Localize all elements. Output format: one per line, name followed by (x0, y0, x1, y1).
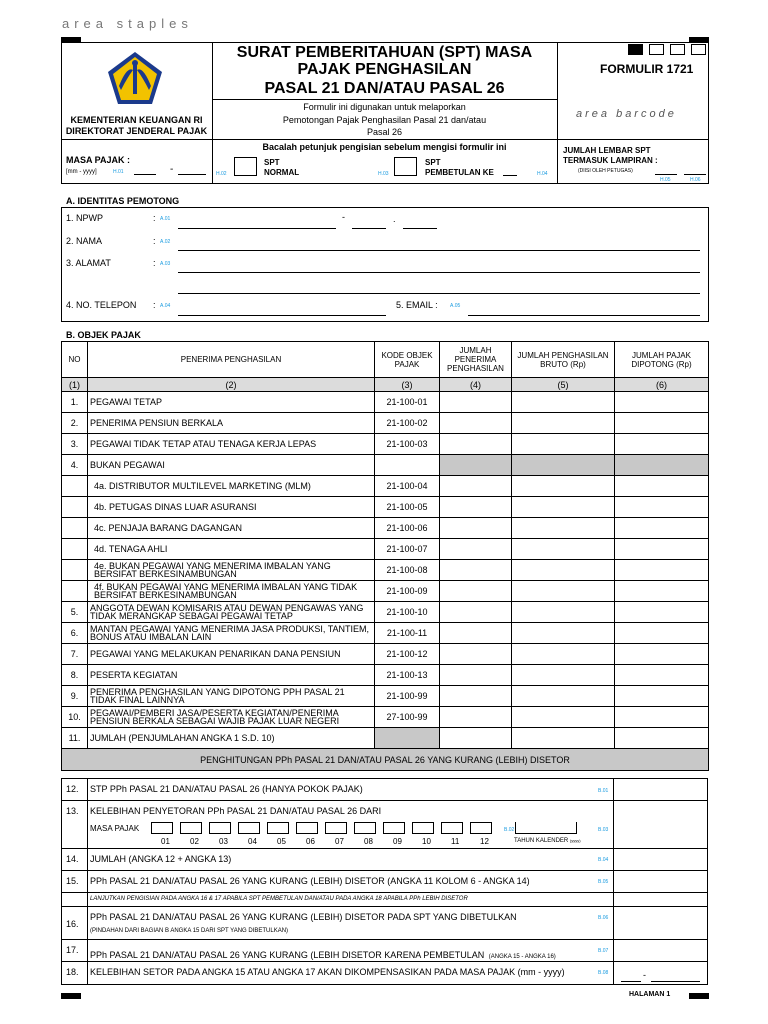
month-number: 05 (277, 837, 286, 846)
nama-label: 2. NAMA (66, 236, 103, 246)
divider (557, 42, 558, 139)
form-title: PASAL 21 DAN/ATAU PASAL 26 (264, 80, 505, 97)
separator: - (643, 970, 646, 980)
divider (212, 139, 213, 184)
code-a04: A.04 (160, 303, 171, 309)
row-label: PEGAWAI TIDAK TETAP ATAU TENAGA KERJA LEPAS (88, 434, 375, 455)
row-label: KELEBIHAN PENYETORAN PPh PASAL 21 DAN/ATAU PASAL 26 DARI (90, 806, 382, 816)
colon: : (153, 213, 156, 223)
form-description: Formulir ini digunakan untuk melaporkan (303, 102, 466, 112)
row-kode: 21-100-13 (375, 665, 440, 686)
row-no: 4. (62, 455, 88, 476)
cell-input[interactable] (615, 560, 709, 581)
table-row (62, 665, 709, 686)
cell-input[interactable] (615, 518, 709, 539)
cell-input[interactable] (512, 434, 615, 455)
table-row (62, 476, 709, 497)
table-row (62, 560, 709, 581)
table-row (62, 539, 709, 560)
row-kode: 27-100-99 (375, 707, 440, 728)
cell-input[interactable] (440, 413, 512, 434)
month-number: 04 (248, 837, 257, 846)
ministry-name: KEMENTERIAN KEUANGAN RI (70, 115, 203, 125)
code-h04: H.04 (537, 171, 548, 177)
cell-input[interactable] (512, 602, 615, 623)
month-box[interactable] (296, 822, 318, 834)
pembetulan-ke-input[interactable] (503, 168, 517, 176)
corner-marker (689, 993, 709, 999)
cell-input[interactable] (512, 560, 615, 581)
npwp-input-2[interactable] (352, 218, 386, 229)
form-title: PAJAK PENGHASILAN (297, 61, 472, 78)
cell-input[interactable] (512, 413, 615, 434)
cell-input[interactable] (440, 581, 512, 602)
npwp-label: 1. NPWP (66, 213, 104, 223)
cell-input[interactable] (615, 728, 709, 749)
header-penerima: PENERIMA PENGHASILAN (88, 342, 375, 378)
divider (61, 906, 708, 907)
calc-header-label: PENGHITUNGAN PPh PASAL 21 DAN/ATAU PASAL 26 YANG KURANG (LEBIH) DISETOR (62, 749, 709, 771)
month-number: 06 (306, 837, 315, 846)
table-row (62, 644, 709, 665)
divider (61, 939, 708, 940)
row-label: MANTAN PEGAWAI YANG MENERIMA JASA PRODUKSI, TANTIEM, BONUS ATAU IMBALAN LAIN (88, 623, 375, 644)
row-label: 4e. BUKAN PEGAWAI YANG MENERIMA IMBALAN YANG BERSIFAT BERKESINAMBUNGAN (88, 560, 375, 581)
cell-input[interactable] (512, 518, 615, 539)
form-description: Pemotongan Pajak Penghasilan Pasal 21 dan/atau (282, 115, 487, 125)
row-label-wrap (90, 945, 556, 963)
cell-input[interactable] (615, 413, 709, 434)
month-box[interactable] (354, 822, 376, 834)
code-a05: A.05 (450, 303, 461, 309)
cell-input[interactable] (512, 728, 615, 749)
marker-box-filled (628, 44, 643, 55)
directorate-name: DIREKTORAT JENDERAL PAJAK (65, 126, 208, 136)
cell-input[interactable] (440, 707, 512, 728)
cell-input[interactable] (440, 539, 512, 560)
cell-input[interactable] (440, 665, 512, 686)
separator: - (342, 212, 345, 222)
row-kode: 21-100-04 (375, 476, 440, 497)
month-box[interactable] (151, 822, 173, 834)
code-a01: A.01 (160, 216, 171, 222)
telepon-input[interactable] (178, 305, 386, 316)
alamat-label: 3. ALAMAT (66, 258, 111, 268)
month-number: 03 (219, 837, 228, 846)
divider (61, 870, 708, 871)
month-box[interactable] (180, 822, 202, 834)
row-kode: 21-100-08 (375, 560, 440, 581)
diisi-petugas-note: (DIISI OLEH PETUGAS) (578, 168, 633, 174)
note-text: LANJUTKAN PENGISIAN PADA ANGKA 16 & 17 APABILA SPT PEMBETULAN DAN/ATAU PADA ANGKA 18 APABILA PPh LEBIH DISETOR (90, 896, 468, 902)
row-sublabel: (PINDAHAN DARI BAGIAN B ANGKA 15 DARI SPT YANG DIBETULKAN) (90, 928, 289, 934)
cell-input[interactable] (512, 665, 615, 686)
row-label: PPh PASAL 21 DAN/ATAU PASAL 26 YANG KURANG (LEBIH) DISETOR PADA SPT YANG DIBETULKAN (90, 912, 517, 922)
cell-input[interactable] (615, 623, 709, 644)
month-number: 10 (422, 837, 431, 846)
row-no: 11. (62, 728, 88, 749)
month-box[interactable] (412, 822, 434, 834)
table-row (62, 581, 709, 602)
cell-input[interactable] (440, 434, 512, 455)
masa-pajak-year-input[interactable] (178, 166, 206, 175)
row-kode: 21-100-09 (375, 581, 440, 602)
cell-input[interactable] (440, 518, 512, 539)
cell-input[interactable] (615, 539, 709, 560)
area-barcode-label: area barcode (576, 108, 677, 120)
cell-input[interactable] (615, 686, 709, 707)
table-row (62, 623, 709, 644)
row-label: 4f. BUKAN PEGAWAI YANG MENERIMA IMBALAN YANG TIDAK BERSIFAT BERKESINAMBUNGAN (88, 581, 375, 602)
row-kode: 21-100-01 (375, 392, 440, 413)
code-b03: B.03 (598, 827, 609, 833)
cell-input[interactable] (440, 686, 512, 707)
cell-input[interactable] (615, 665, 709, 686)
row-label: JUMLAH (PENJUMLAHAN ANGKA 1 S.D. 10) (88, 728, 375, 749)
tahun-kalender-label (514, 838, 581, 844)
row-kode: 21-100-12 (375, 644, 440, 665)
ministry-logo (105, 50, 165, 106)
code-h05: H.05 (660, 177, 671, 183)
row-label: ANGGOTA DEWAN KOMISARIS ATAU DEWAN PENGAWAS YANG TIDAK MERANGKAP SEBAGAI PEGAWAI TETAP (88, 602, 375, 623)
npwp-input-3[interactable] (403, 218, 437, 229)
month-number: 08 (364, 837, 373, 846)
pembetulan-label: PEMBETULAN KE (425, 168, 494, 177)
cell-input[interactable] (440, 728, 512, 749)
cell-input[interactable] (440, 476, 512, 497)
month-box[interactable] (441, 822, 463, 834)
col-index: (4) (440, 378, 512, 392)
tahun-kalender-text: TAHUN KALENDER (514, 838, 569, 844)
row-label: 4d. TENAGA AHLI (88, 539, 375, 560)
section-b-title: B. OBJEK PAJAK (66, 330, 141, 340)
page-number: HALAMAN 1 (629, 991, 671, 998)
row-no: 9. (62, 686, 88, 707)
tahun-kalender-format: (yyyy) (569, 838, 581, 843)
table-row (62, 707, 709, 728)
col-index: (6) (615, 378, 709, 392)
row-no: 2. (62, 413, 88, 434)
row-label: 4b. PETUGAS DINAS LUAR ASURANSI (88, 497, 375, 518)
table-row (62, 392, 709, 413)
row-no: 17. (66, 945, 79, 955)
nama-input[interactable] (178, 240, 700, 251)
code-b06: B.06 (598, 915, 609, 921)
cell-input[interactable] (512, 623, 615, 644)
cell-input[interactable] (512, 476, 615, 497)
row-kode: 21-100-07 (375, 539, 440, 560)
cell-input[interactable] (440, 602, 512, 623)
row-no: 14. (66, 854, 79, 864)
row-no: 16. (66, 919, 79, 929)
month-box[interactable] (383, 822, 405, 834)
calc-section-header (62, 749, 709, 771)
alamat-input[interactable] (178, 262, 700, 273)
kompensasi-year-input[interactable] (651, 975, 700, 982)
col-index: (2) (88, 378, 375, 392)
column-index-row (62, 378, 709, 392)
instruction-text: Bacalah petunjuk pengisian sebelum mengisi formulir ini (262, 142, 507, 152)
masa-pajak-label: MASA PAJAK : (66, 155, 131, 165)
table-row (62, 413, 709, 434)
cell-input[interactable] (615, 581, 709, 602)
code-a02: A.02 (160, 239, 171, 245)
row-no: 1. (62, 392, 88, 413)
table-row (62, 434, 709, 455)
row-kode: 21-100-05 (375, 497, 440, 518)
month-number: 11 (451, 837, 460, 846)
area-staples-label: area staples (62, 16, 193, 31)
separator: - (170, 164, 174, 175)
code-a03: A.03 (160, 261, 171, 267)
cell-input[interactable] (615, 602, 709, 623)
form-description: Pasal 26 (366, 127, 403, 137)
form-number: FORMULIR 1721 (600, 62, 694, 76)
table-row (62, 518, 709, 539)
row-no: 12. (66, 784, 79, 794)
section-a-title: A. IDENTITAS PEMOTONG (66, 196, 180, 206)
jumlah-lembar-label: TERMASUK LAMPIRAN : (563, 156, 658, 165)
month-number: 01 (161, 837, 170, 846)
header-bruto: JUMLAH PENGHASILAN BRUTO (Rp) (512, 342, 615, 378)
row-kode: 21-100-03 (375, 434, 440, 455)
month-box[interactable] (325, 822, 347, 834)
row-label: PPh PASAL 21 DAN/ATAU PASAL 26 YANG KURANG (LEBIH) DISETOR (ANGKA 11 KOLOM 6 - ANGKA 14) (90, 876, 530, 886)
month-number: 12 (480, 837, 489, 846)
row-sublabel: (ANGKA 15 - ANGKA 16) (488, 954, 556, 960)
table-row (62, 497, 709, 518)
row-label: PEGAWAI/PEMBERI JASA/PESERTA KEGIATAN/PENERIMA PENSIUN BERKALA SEBAGAI WAJIB PAJAK LUAR NEGERI (88, 707, 375, 728)
code-b05: B.05 (598, 879, 609, 885)
cell-input[interactable] (440, 644, 512, 665)
month-number: 09 (393, 837, 402, 846)
code-b01: B.01 (598, 788, 609, 794)
header-no: NO (62, 342, 88, 378)
header-kode: KODE OBJEK PAJAK (375, 342, 440, 378)
separator: . (393, 214, 396, 224)
row-label: BUKAN PEGAWAI (88, 455, 375, 476)
npwp-input-1[interactable] (178, 218, 336, 229)
month-boxes (151, 822, 501, 848)
cell-input[interactable] (615, 497, 709, 518)
cell-input[interactable] (440, 497, 512, 518)
jumlah-lembar-input[interactable] (655, 168, 677, 175)
marker-box (649, 44, 664, 55)
row-no: 7. (62, 644, 88, 665)
colon: : (153, 300, 156, 310)
telepon-label: 4. NO. TELEPON (66, 300, 137, 310)
marker-box (670, 44, 685, 55)
email-label: 5. EMAIL : (396, 300, 438, 310)
objek-pajak-table (61, 341, 709, 771)
month-box[interactable] (209, 822, 231, 834)
row-label: PPh PASAL 21 DAN/ATAU PASAL 26 YANG KURANG (LEBIH DISETOR KARENA PEMBETULAN (90, 950, 485, 960)
cell-input[interactable] (440, 623, 512, 644)
row-no: 18. (66, 967, 79, 977)
month-number: 07 (335, 837, 344, 846)
masa-pajak-month-input[interactable] (134, 166, 156, 175)
divider (61, 848, 708, 849)
row-no: 15. (66, 876, 79, 886)
jumlah-lembar-label: JUMLAH LEMBAR SPT (563, 146, 651, 155)
col-index: (1) (62, 378, 88, 392)
colon: : (153, 258, 156, 268)
cell-input[interactable] (512, 392, 615, 413)
row-label: PENERIMA PENGHASILAN YANG DIPOTONG PPH PASAL 21 TIDAK FINAL LAINNYA (88, 686, 375, 707)
row-kode: 21-100-02 (375, 413, 440, 434)
divider (557, 139, 558, 184)
spt-normal-checkbox[interactable] (234, 157, 257, 176)
jumlah-lembar-input[interactable] (684, 168, 706, 175)
colon: : (153, 236, 156, 246)
cell-input[interactable] (615, 476, 709, 497)
cell-input[interactable] (512, 644, 615, 665)
month-box[interactable] (267, 822, 289, 834)
cell-input[interactable] (512, 539, 615, 560)
header-jumlah-penerima: JUMLAH PENERIMA PENGHASILAN (440, 342, 512, 378)
row-label: 4a. DISTRIBUTOR MULTILEVEL MARKETING (MLM) (88, 476, 375, 497)
table-header-row (62, 342, 709, 378)
table-row (62, 602, 709, 623)
masa-pajak-format: [mm - yyyy] (66, 169, 97, 175)
row-no: 5. (62, 602, 88, 623)
cell-input[interactable] (615, 644, 709, 665)
masa-pajak-label: MASA PAJAK (90, 824, 140, 833)
cell-input[interactable] (615, 707, 709, 728)
email-input[interactable] (468, 305, 700, 316)
divider (212, 99, 557, 100)
header-pajak: JUMLAH PAJAK DIPOTONG (Rp) (615, 342, 709, 378)
row-no: 3. (62, 434, 88, 455)
month-box[interactable] (238, 822, 260, 834)
cell-disabled (512, 455, 615, 476)
divider (613, 778, 614, 985)
spt-label: SPT (425, 158, 441, 167)
month-box[interactable] (470, 822, 492, 834)
table-row-total (62, 728, 709, 749)
row-label: JUMLAH (ANGKA 12 + ANGKA 13) (90, 854, 232, 864)
row-no: 10. (62, 707, 88, 728)
cell-input[interactable] (512, 497, 615, 518)
row-label: KELEBIHAN SETOR PADA ANGKA 15 ATAU ANGKA 17 AKAN DIKOMPENSASIKAN PADA MASA PAJAK (mm - yyyy) (90, 967, 565, 977)
cell-input[interactable] (512, 581, 615, 602)
alamat-input-2[interactable] (178, 283, 700, 294)
cell-input[interactable] (440, 392, 512, 413)
row-kode (375, 455, 440, 476)
month-number: 02 (190, 837, 199, 846)
normal-label: NORMAL (264, 168, 300, 177)
row-no: 13. (66, 806, 79, 816)
form-title: SURAT PEMBERITAHUAN (SPT) MASA (236, 44, 533, 61)
cell-disabled (440, 455, 512, 476)
cell-input[interactable] (615, 392, 709, 413)
cell-input[interactable] (512, 707, 615, 728)
table-row (62, 686, 709, 707)
divider (61, 800, 708, 801)
row-label: PESERTA KEGIATAN (88, 665, 375, 686)
spt-label: SPT (264, 158, 280, 167)
row-no: 6. (62, 623, 88, 644)
row-no: 8. (62, 665, 88, 686)
row-label: PENERIMA PENSIUN BERKALA (88, 413, 375, 434)
cell-disabled (615, 455, 709, 476)
col-index: (3) (375, 378, 440, 392)
row-label: PEGAWAI TETAP (88, 392, 375, 413)
row-label: PEGAWAI YANG MELAKUKAN PENARIKAN DANA PENSIUN (88, 644, 375, 665)
col-index: (5) (512, 378, 615, 392)
code-h02: H.02 (216, 171, 227, 177)
code-h01: H.01 (113, 169, 124, 175)
corner-marker (61, 993, 81, 999)
row-kode: 21-100-99 (375, 686, 440, 707)
code-h03: H.03 (378, 171, 389, 177)
code-b04: B.04 (598, 857, 609, 863)
kompensasi-month-input[interactable] (621, 975, 641, 982)
cell-input[interactable] (440, 560, 512, 581)
row-kode: 21-100-06 (375, 518, 440, 539)
divider (61, 892, 708, 893)
code-b07: B.07 (598, 948, 609, 954)
row-label: 4c. PENJAJA BARANG DAGANGAN (88, 518, 375, 539)
cell-disabled (375, 728, 440, 749)
spt-pembetulan-checkbox[interactable] (394, 157, 417, 176)
code-b02: B.02 (504, 827, 515, 833)
row-label: STP PPh PASAL 21 DAN/ATAU PASAL 26 (HANYA POKOK PAJAK) (90, 784, 363, 794)
cell-input[interactable] (512, 686, 615, 707)
row-kode: 21-100-11 (375, 623, 440, 644)
cell-input[interactable] (615, 434, 709, 455)
code-h06: H.06 (690, 177, 701, 183)
code-b08: B.08 (598, 970, 609, 976)
divider (61, 139, 709, 140)
row-kode: 21-100-10 (375, 602, 440, 623)
table-row (62, 455, 709, 476)
tahun-kalender-input[interactable] (515, 822, 577, 834)
marker-box (691, 44, 706, 55)
divider (87, 778, 88, 985)
